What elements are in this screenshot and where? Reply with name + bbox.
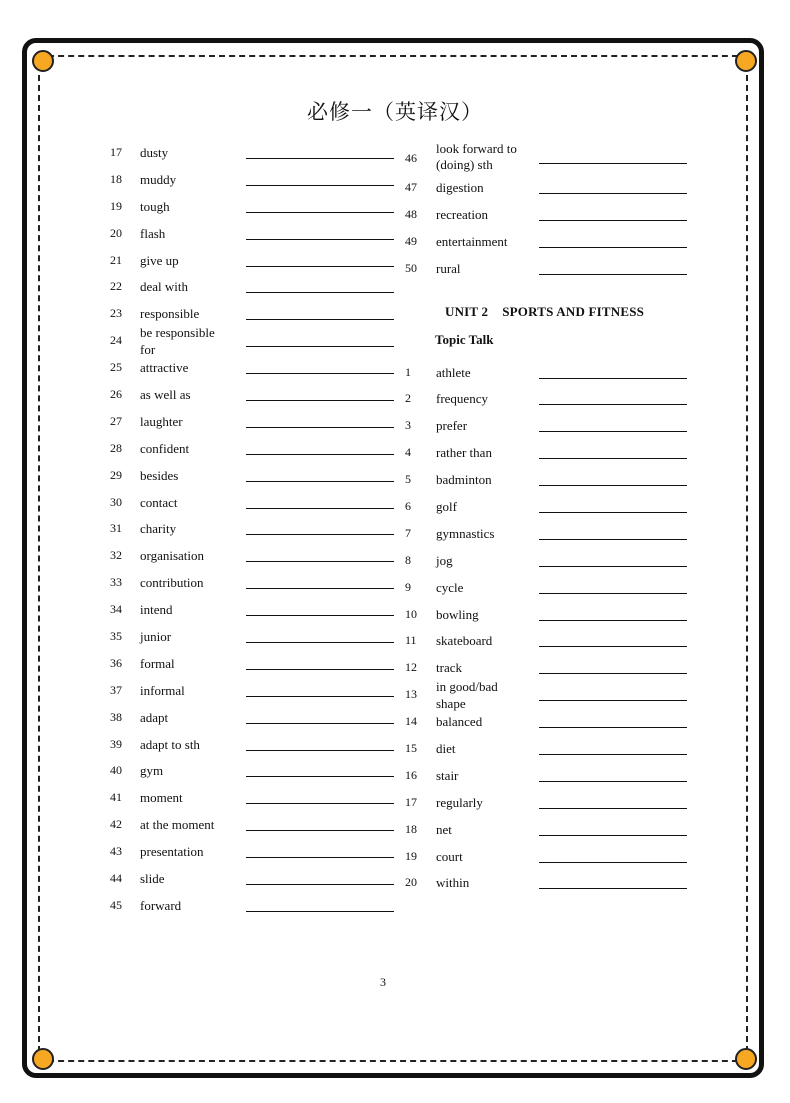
item-number: 12 (405, 660, 417, 675)
page-number: 3 (380, 975, 386, 989)
vocab-row (405, 547, 695, 574)
item-number: 8 (405, 552, 411, 567)
item-number: 30 (110, 494, 122, 509)
vocab-term: attractive (140, 360, 189, 376)
vocab-row (110, 139, 400, 166)
left-word-list (110, 139, 400, 919)
vocab-term: forward (140, 897, 182, 913)
answer-blank[interactable] (246, 239, 394, 240)
answer-blank[interactable] (539, 862, 687, 863)
vocab-term: bowling (436, 606, 479, 622)
answer-blank[interactable] (539, 700, 687, 701)
item-number: 39 (110, 736, 122, 751)
vocab-row (110, 166, 400, 193)
vocab-term: athlete (436, 364, 471, 380)
vocab-term: track (436, 660, 462, 676)
answer-blank[interactable] (246, 669, 394, 670)
vocab-row (405, 601, 695, 628)
vocab-row (405, 627, 695, 654)
answer-blank[interactable] (539, 808, 687, 809)
answer-blank[interactable] (539, 539, 687, 540)
vocab-row (405, 359, 695, 386)
vocab-row (110, 784, 400, 811)
vocab-row (405, 869, 695, 896)
vocab-term: at the moment (140, 817, 215, 833)
unit-label: UNIT 2 (445, 303, 489, 319)
vocab-row (110, 811, 400, 838)
vocab-term: give up (140, 252, 179, 268)
vocab-row (110, 325, 400, 358)
vocab-term: rural (436, 260, 461, 276)
item-number: 17 (110, 145, 122, 159)
item-number: 14 (405, 714, 417, 729)
vocab-row (405, 679, 695, 712)
answer-blank[interactable] (246, 803, 394, 804)
answer-blank[interactable] (246, 319, 394, 320)
vocab-row (110, 354, 400, 381)
vocab-term: gym (140, 763, 164, 779)
vocab-row (110, 462, 400, 489)
vocab-term: deal with (140, 279, 189, 295)
item-number: 13 (405, 687, 417, 702)
item-number: 4 (405, 445, 411, 460)
vocab-row (110, 489, 400, 516)
vocab-row (110, 435, 400, 462)
answer-blank[interactable] (246, 696, 394, 697)
vocab-row (405, 520, 695, 547)
answer-blank[interactable] (246, 212, 394, 213)
vocab-term: muddy (140, 171, 177, 187)
answer-blank[interactable] (539, 193, 687, 194)
vocab-row (110, 515, 400, 542)
vocab-row (405, 439, 695, 466)
answer-blank[interactable] (539, 378, 687, 379)
vocab-row (110, 596, 400, 623)
vocab-row (110, 542, 400, 569)
vocab-term: recreation (436, 206, 488, 222)
vocab-row (405, 201, 695, 228)
vocab-term: junior (140, 629, 172, 645)
item-number: 26 (110, 387, 122, 402)
vocab-term: tough (140, 198, 170, 214)
item-number: 18 (110, 171, 122, 186)
item-number: 1 (405, 364, 411, 379)
answer-blank[interactable] (246, 185, 394, 186)
vocab-term: charity (140, 521, 177, 537)
section-heading: Topic Talk (435, 331, 494, 347)
vocab-term: gymnastics (436, 525, 495, 541)
answer-blank[interactable] (246, 292, 394, 293)
item-number: 3 (405, 418, 411, 433)
vocab-term: presentation (140, 844, 204, 860)
item-number: 27 (110, 413, 122, 428)
item-number: 48 (405, 206, 417, 221)
page-title: 必修一（英译汉） (307, 100, 483, 124)
item-number: 42 (110, 817, 122, 832)
item-number: 36 (110, 655, 122, 670)
item-number: 38 (110, 709, 122, 724)
vocab-row (405, 735, 695, 762)
right-word-list (405, 139, 695, 896)
answer-blank[interactable] (246, 750, 394, 751)
vocab-row (405, 789, 695, 816)
unit-heading (405, 292, 695, 330)
vocab-row (110, 892, 400, 919)
item-number: 24 (110, 333, 122, 348)
vocab-term: laughter (140, 413, 183, 429)
vocab-term: contribution (140, 575, 204, 591)
item-number: 7 (405, 525, 411, 540)
answer-blank[interactable] (246, 346, 394, 347)
item-number: 41 (110, 790, 122, 805)
vocab-row (405, 466, 695, 493)
answer-blank[interactable] (539, 220, 687, 221)
vocab-term: besides (140, 467, 179, 483)
vocab-term: court (436, 848, 463, 864)
answer-blank[interactable] (539, 163, 687, 164)
vocab-term: adapt to sth (140, 736, 200, 752)
answer-blank[interactable] (539, 754, 687, 755)
answer-blank[interactable] (246, 534, 394, 535)
vocab-term: dusty (140, 145, 169, 160)
vocab-row (405, 762, 695, 789)
vocab-row (110, 569, 400, 596)
answer-blank[interactable] (539, 620, 687, 621)
answer-blank[interactable] (539, 512, 687, 513)
answer-blank[interactable] (539, 566, 687, 567)
vocab-row (110, 677, 400, 704)
item-number: 16 (405, 767, 417, 782)
vocab-row (110, 865, 400, 892)
corner-dot-icon (32, 1048, 54, 1070)
answer-blank[interactable] (246, 158, 394, 159)
item-number: 6 (405, 499, 411, 514)
answer-blank[interactable] (539, 274, 687, 275)
vocab-term: digestion (436, 180, 484, 195)
corner-dot-icon (735, 50, 757, 72)
vocab-term: be responsible for (140, 325, 215, 358)
vocab-term: intend (140, 602, 173, 618)
answer-blank[interactable] (246, 884, 394, 885)
vocab-row (110, 300, 400, 327)
vocab-term: entertainment (436, 233, 508, 249)
unit2-word-list (405, 359, 695, 897)
answer-blank[interactable] (246, 561, 394, 562)
item-number: 43 (110, 844, 122, 859)
vocab-row (405, 228, 695, 255)
item-number: 5 (405, 472, 411, 487)
vocab-term: slide (140, 871, 165, 887)
vocab-row (405, 412, 695, 439)
vocab-term: formal (140, 655, 175, 671)
answer-blank[interactable] (246, 642, 394, 643)
vocab-row (110, 247, 400, 274)
answer-blank[interactable] (246, 454, 394, 455)
vocab-row (110, 757, 400, 784)
vocab-term: jog (436, 552, 453, 568)
item-number: 2 (405, 391, 411, 406)
vocab-row (110, 838, 400, 865)
vocab-row (405, 139, 695, 174)
vocab-term: diet (436, 741, 456, 757)
corner-dot-icon (735, 1048, 757, 1070)
answer-blank[interactable] (539, 646, 687, 647)
answer-blank[interactable] (539, 404, 687, 405)
item-number: 20 (110, 225, 122, 240)
vocab-term: informal (140, 682, 185, 698)
vocab-row (405, 255, 695, 282)
vocab-row (110, 650, 400, 677)
answer-blank[interactable] (246, 481, 394, 482)
answer-blank[interactable] (246, 857, 394, 858)
corner-dot-icon (32, 50, 54, 72)
item-number: 28 (110, 440, 122, 455)
vocab-term: cycle (436, 579, 464, 595)
item-number: 20 (405, 875, 417, 890)
vocab-row (110, 193, 400, 220)
vocab-term: balanced (436, 714, 483, 730)
vocab-term: organisation (140, 548, 205, 564)
item-number: 25 (110, 360, 122, 375)
answer-blank[interactable] (539, 485, 687, 486)
item-number: 50 (405, 260, 417, 275)
answer-blank[interactable] (539, 593, 687, 594)
vocab-term: regularly (436, 794, 483, 810)
item-number: 33 (110, 575, 122, 590)
vocab-term: prefer (436, 418, 468, 434)
answer-blank[interactable] (246, 615, 394, 616)
vocab-row (405, 843, 695, 870)
vocab-row (405, 574, 695, 601)
vocab-row (110, 220, 400, 247)
item-number: 32 (110, 548, 122, 563)
answer-blank[interactable] (246, 723, 394, 724)
answer-blank[interactable] (246, 911, 394, 912)
answer-blank[interactable] (539, 247, 687, 248)
vocab-row (110, 731, 400, 758)
vocab-term: golf (436, 499, 457, 515)
vocab-term: as well as (140, 387, 191, 403)
item-number: 35 (110, 629, 122, 644)
vocab-term: responsible (140, 306, 200, 322)
vocab-term: in good/bad shape (436, 679, 498, 712)
vocab-row (110, 408, 400, 435)
vocab-term: within (436, 875, 470, 891)
vocab-term: net (436, 821, 452, 837)
answer-blank[interactable] (539, 888, 687, 889)
vocab-term: confident (140, 440, 190, 456)
item-number: 44 (110, 871, 122, 886)
item-number: 17 (405, 794, 417, 809)
vocab-row (110, 623, 400, 650)
vocab-term: stair (436, 767, 459, 783)
item-number: 45 (110, 897, 122, 912)
vocab-row (405, 385, 695, 412)
item-number: 37 (110, 682, 122, 697)
unit1-continued-list (405, 139, 695, 282)
answer-blank[interactable] (539, 835, 687, 836)
vocab-term: contact (140, 494, 178, 510)
item-number: 29 (110, 467, 122, 482)
vocab-term: badminton (436, 472, 492, 488)
item-number: 9 (405, 579, 411, 594)
vocab-row (110, 381, 400, 408)
vocab-term: adapt (140, 709, 169, 725)
vocab-term: skateboard (436, 633, 493, 649)
answer-blank[interactable] (539, 727, 687, 728)
vocab-term: frequency (436, 391, 488, 407)
item-number: 21 (110, 252, 122, 267)
item-number: 19 (110, 198, 122, 213)
vocab-term: look forward to (doing) sth (436, 141, 517, 172)
answer-blank[interactable] (246, 588, 394, 589)
item-number: 19 (405, 848, 417, 863)
answer-blank[interactable] (246, 266, 394, 267)
item-number: 46 (405, 151, 417, 165)
item-number: 23 (110, 306, 122, 321)
item-number: 22 (110, 279, 122, 294)
vocab-row (405, 174, 695, 201)
item-number: 10 (405, 606, 417, 621)
vocab-row (405, 493, 695, 520)
item-number: 47 (405, 180, 417, 194)
answer-blank[interactable] (539, 781, 687, 782)
answer-blank[interactable] (246, 400, 394, 401)
item-number: 11 (405, 633, 417, 648)
item-number: 15 (405, 741, 417, 756)
answer-blank[interactable] (539, 431, 687, 432)
answer-blank[interactable] (246, 508, 394, 509)
vocab-term: moment (140, 790, 183, 806)
item-number: 18 (405, 821, 417, 836)
vocab-row (110, 273, 400, 300)
vocab-term: flash (140, 225, 166, 241)
item-number: 40 (110, 763, 122, 778)
answer-blank[interactable] (246, 830, 394, 831)
item-number: 34 (110, 602, 122, 617)
answer-blank[interactable] (246, 427, 394, 428)
vocab-row (110, 704, 400, 731)
answer-blank[interactable] (246, 373, 394, 374)
answer-blank[interactable] (539, 458, 687, 459)
vocab-row (405, 708, 695, 735)
answer-blank[interactable] (539, 673, 687, 674)
answer-blank[interactable] (246, 776, 394, 777)
vocab-row (405, 816, 695, 843)
item-number: 49 (405, 233, 417, 248)
vocab-row (405, 654, 695, 681)
vocab-term: rather than (436, 445, 492, 461)
item-number: 31 (110, 521, 122, 536)
unit-title: SPORTS AND FITNESS (502, 303, 645, 319)
